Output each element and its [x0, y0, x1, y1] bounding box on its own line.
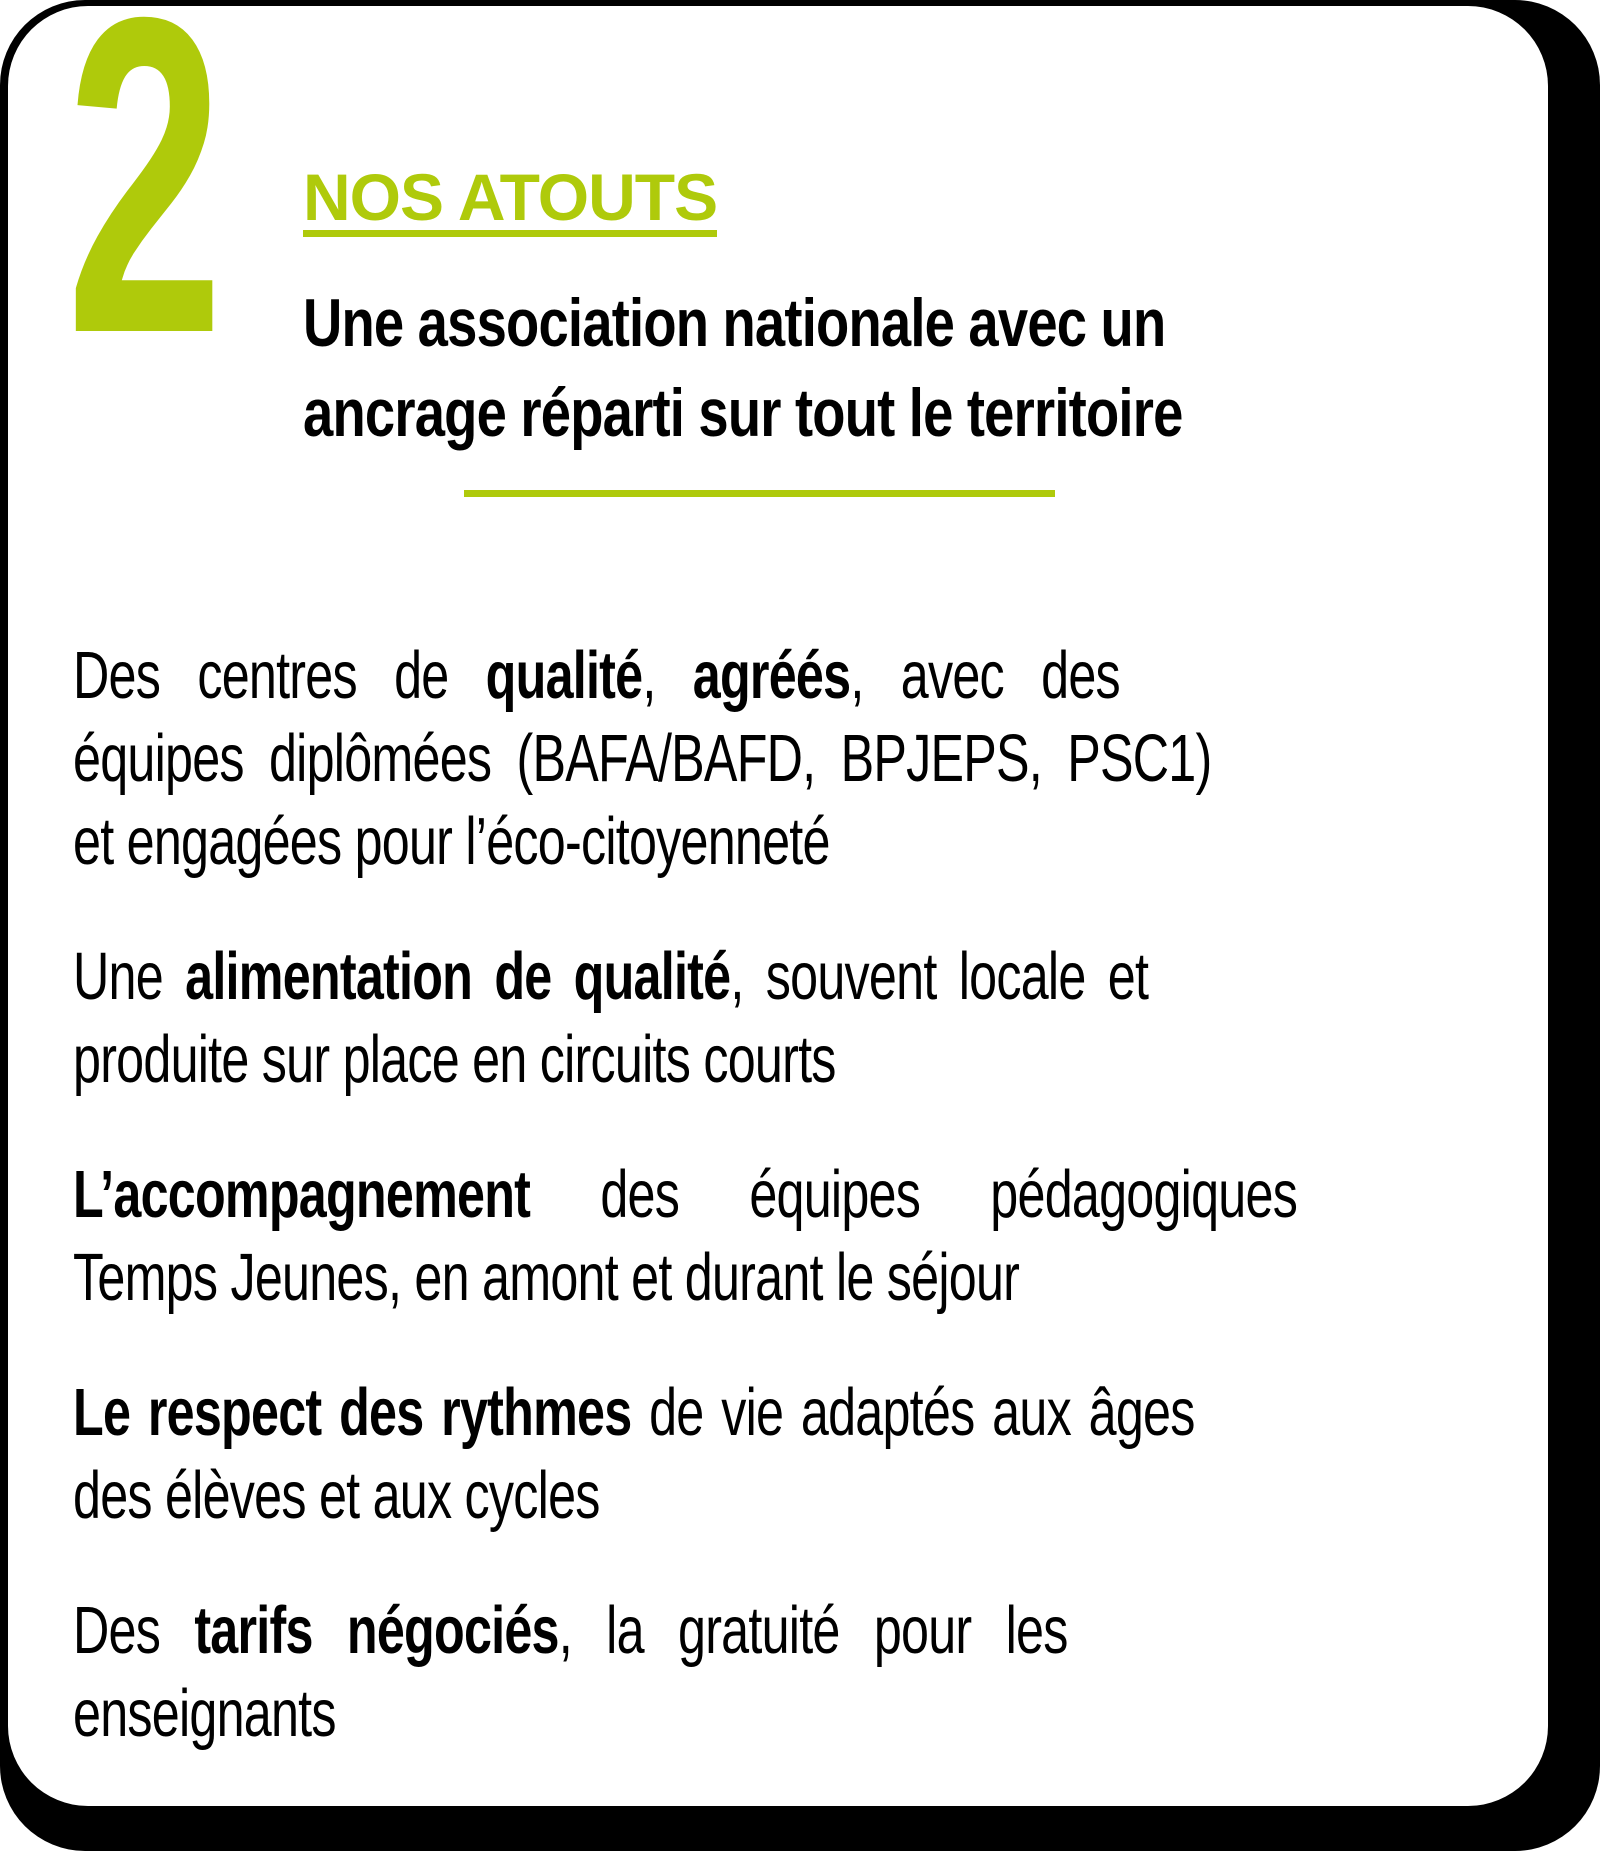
- text-run: de vie adaptés aux âges: [631, 1375, 1195, 1450]
- text-run-bold: alimentation de qualité: [185, 939, 731, 1014]
- text-run-bold: qualité: [485, 638, 643, 713]
- paragraph-centres: [73, 634, 1212, 883]
- paragraph-line: [73, 717, 1212, 800]
- section-title: [303, 278, 1183, 458]
- section-kicker: NOS ATOUTS: [303, 164, 717, 237]
- title-line-2: ancrage réparti sur tout le territoire: [303, 375, 1183, 451]
- body-text: [73, 634, 1298, 1755]
- paragraph-line: [73, 1018, 1203, 1101]
- paragraph-line: [73, 935, 1203, 1018]
- text-run: des équipes pédagogiques: [530, 1157, 1298, 1232]
- paragraph-line: [73, 1371, 1203, 1454]
- paragraph-line: [73, 1236, 1203, 1319]
- paragraph-accompagnement: [73, 1153, 1298, 1319]
- paragraph-line: [73, 800, 1203, 883]
- text-run: , la gratuité pour les: [558, 1593, 1068, 1668]
- text-run-bold: tarifs négociés: [194, 1593, 559, 1668]
- text-run: produite sur place en circuits courts: [73, 1022, 836, 1097]
- text-run: équipes diplômées (BAFA/BAFD, BPJEPS, PSC1): [73, 721, 1212, 796]
- text-run: Des: [73, 1593, 195, 1668]
- card: [8, 0, 1548, 1806]
- title-line-1: Une association nationale avec un: [303, 285, 1166, 361]
- section-number: 2: [66, 0, 222, 427]
- paragraph-line: [73, 1153, 1298, 1236]
- text-run-bold: Le respect des rythmes: [73, 1375, 632, 1450]
- title-divider: [464, 490, 1055, 497]
- paragraph-rythmes: [73, 1371, 1203, 1537]
- text-run: et engagées pour l’éco-citoyenneté: [73, 804, 830, 879]
- text-run: ,: [642, 638, 693, 713]
- paragraph-line: [73, 634, 1203, 717]
- paragraph-line: [73, 1589, 1203, 1672]
- paragraph-tarifs: [73, 1589, 1203, 1755]
- text-run: , souvent locale et: [730, 939, 1149, 1014]
- text-run: Temps Jeunes, en amont et durant le séjour: [73, 1240, 1020, 1315]
- text-run-bold: L’accompagnement: [73, 1157, 531, 1232]
- paragraph-alimentation: [73, 935, 1203, 1101]
- text-run-bold: agréés: [692, 638, 851, 713]
- text-run: enseignants: [73, 1676, 336, 1751]
- paragraph-line: [73, 1672, 1203, 1755]
- text-run: Une: [73, 939, 186, 1014]
- text-run: Des centres de: [73, 638, 486, 713]
- text-run: , avec des: [850, 638, 1120, 713]
- text-run: des élèves et aux cycles: [73, 1458, 600, 1533]
- paragraph-line: [73, 1454, 1203, 1537]
